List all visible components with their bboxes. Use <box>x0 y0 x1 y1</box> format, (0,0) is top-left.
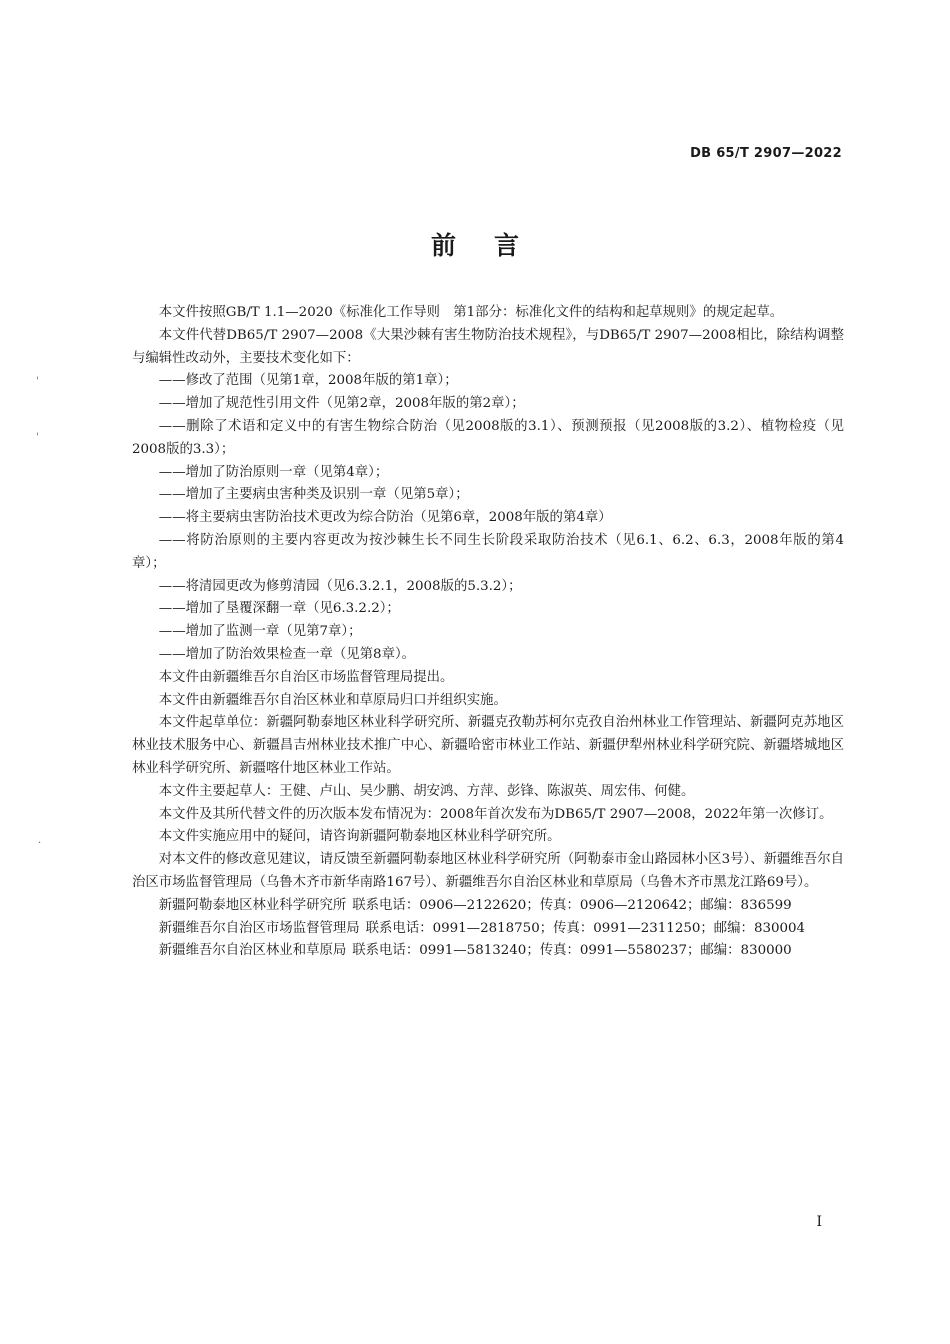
contact-info: 联系电话：0906—2122620；传真：0906—2120642；邮编：836599 <box>352 897 792 913</box>
drafting-units: 本文件起草单位：新疆阿勒泰地区林业科学研究所、新疆克孜勒苏柯尔克孜自治州林业工作管理站、新疆阿克苏地区林业技术服务中心、新疆昌吉州林业技术推广中心、新疆哈密市林业工作站、新疆伊犁州林业科学研究院、新疆塔城地区林业科学研究所、新疆喀什地区林业工作站。 <box>132 715 844 776</box>
paragraph: 本文件实施应用中的疑问，请咨询新疆阿勒泰地区林业科学研究所。 <box>158 829 561 845</box>
foreword-body <box>132 302 844 963</box>
paragraph: 本文件由新疆维吾尔自治区林业和草原局归口并组织实施。 <box>158 692 507 708</box>
contact-info: 联系电话：0991—5813240；传真：0991—5580237；邮编：830000 <box>352 943 792 959</box>
contact-line <box>132 895 844 918</box>
version-history: 本文件及其所代替文件的历次版本发布情况为：2008年首次发布为DB65/T 2907—2008，2022年第一次修订。 <box>158 806 833 822</box>
contact-org: 新疆维吾尔自治区市场监督管理局 <box>158 920 360 936</box>
change-item: ——将防治原则的主要内容更改为按沙棘生长不同生长阶段采取防治技术（见6.1、6.2、6.3，2008年版的第4章）； <box>132 532 844 571</box>
change-item: ——删除了术语和定义中的有害生物综合防治（见2008版的3.1）、预测预报（见2008版的3.2）、植物检疫（见2008版的3.3）； <box>132 418 844 457</box>
scan-speck: ' <box>36 376 39 387</box>
scan-speck: · <box>38 838 42 849</box>
contact-org: 新疆维吾尔自治区林业和草原局 <box>158 943 347 959</box>
page-number: I <box>816 1214 822 1230</box>
contact-org: 新疆阿勒泰地区林业科学研究所 <box>158 897 347 913</box>
paragraph: 本文件按照GB/T 1.1—2020《标准化工作导则 第1部分：标准化文件的结构和起草规则》的规定起草。 <box>158 305 784 320</box>
drafters: 本文件主要起草人：王健、卢山、吴少鹏、胡安鸿、方萍、彭锋、陈淑英、周宏伟、何健。 <box>158 783 695 799</box>
change-item: ——增加了监测一章（见第7章）； <box>158 624 362 640</box>
change-item: ——将清园更改为修剪清园（见6.3.2.1，2008版的5.3.2）； <box>158 578 522 594</box>
contact-line <box>132 940 844 963</box>
contact-info: 联系电话：0991—2818750；传真：0991—2311250；邮编：830004 <box>365 920 806 936</box>
change-item: ——增加了垦覆深翻一章（见6.3.2.2）； <box>158 601 400 617</box>
change-item: ——修改了范围（见第1章，2008年版的第1章）； <box>158 373 458 389</box>
contact-line <box>132 918 844 941</box>
page-title: 前言 <box>430 231 557 260</box>
change-item: ——将主要病虫害防治技术更改为综合防治（见第6章，2008年版的第4章） <box>158 510 612 526</box>
scan-speck: ' <box>36 432 39 443</box>
change-item: ——增加了防治效果检查一章（见第8章）。 <box>158 646 416 662</box>
document-id: DB 65/T 2907—2022 <box>690 146 842 161</box>
change-item: ——增加了主要病虫害种类及识别一章（见第5章）； <box>158 487 469 503</box>
paragraph: 本文件由新疆维吾尔自治区市场监督管理局提出。 <box>158 669 454 685</box>
paragraph: 本文件代替DB65/T 2907—2008《大果沙棘有害生物防治技术规程》，与DB65/T 2907—2008相比，除结构调整与编辑性改动外，主要技术变化如下： <box>132 327 844 366</box>
change-item: ——增加了防治原则一章（见第4章）； <box>158 464 389 480</box>
change-item: ——增加了规范性引用文件（见第2章，2008年版的第2章）； <box>158 396 525 412</box>
feedback-paragraph: 对本文件的修改意见建议，请反馈至新疆阿勒泰地区林业科学研究所（阿勒泰市金山路园林小区3号）、新疆维吾尔自治区市场监督管理局（乌鲁木齐市新华南路167号）、新疆维吾尔自治区林业和草原局（乌鲁木齐市黑龙江路69号）。 <box>132 852 844 890</box>
